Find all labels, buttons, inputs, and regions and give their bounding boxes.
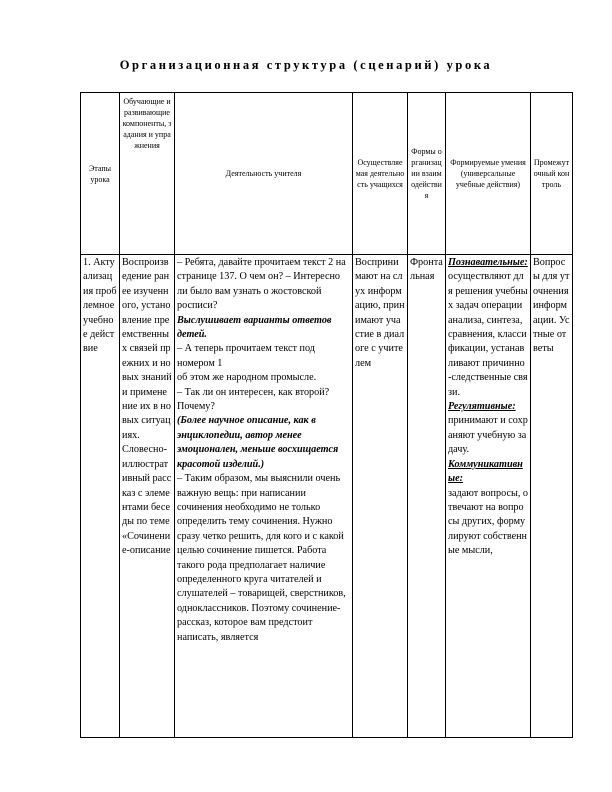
table-header-row (81, 93, 573, 255)
header-control: Промежуточный контроль (531, 93, 573, 255)
header-components: Обучающие и развивающие компоненты, задания и упражнения (120, 93, 175, 255)
cell-control: Вопросы для уточнения информации. Устные ответы (531, 255, 573, 738)
skills-text: осуществляют для решения учебных задач операции анализа, синтеза, сравнения, классификации, устанавливают причинно-следственные связи. (448, 271, 528, 398)
cell-skills (446, 255, 531, 738)
components-text-a: Воспроизведение ранее изученного, установление преемственных связей прежних и новых знаний и применение их в новых ситуациях. (122, 257, 172, 441)
teacher-text: – Таким образом, мы выяснили очень важную вещь: при написании сочинения необходимо не только определить тему сочинения. Нужно сразу четко решить, для кого и с какой целью сочинение пишется. Работа такого рода предполагает наличие определенного круга читателей и слушателей – товарищей, сверстников, одноклассников. Поэтому сочинение-рассказ, которое вам предстоит написать, является (177, 473, 346, 643)
header-skills: Формируемые умения (универсальные учебные действия) (446, 93, 531, 255)
header-stage: Этапы урока (81, 93, 120, 255)
teacher-text: – Так ли он интересен, как второй? Почему? (177, 386, 330, 413)
skills-text: принимают и сохраняют учебную задачу. (448, 415, 528, 456)
page-title: Организационная структура (сценарий) урока (119, 58, 493, 72)
table-row (81, 255, 573, 738)
cell-interaction-forms: Фронтальная (408, 255, 446, 738)
teacher-text: – А теперь прочитаем текст под номером 1 (177, 343, 315, 369)
teacher-text: Выслушивает варианты ответов детей. (177, 314, 332, 341)
header-student-activity: Осуществляемая деятельность учащихся (353, 93, 408, 255)
skills-text: задают вопросы, отвечают на вопросы других, формулируют собственные мысли, (448, 487, 529, 557)
header-teacher-activity: Деятельность учителя (175, 93, 353, 255)
cell-stage: 1. Актуализация проблемное учебное действие (81, 255, 120, 738)
cell-components (120, 255, 175, 738)
lesson-structure-table (80, 92, 573, 738)
components-text-b: Словесно-иллюстративный рассказ с элементами беседы по теме «Сочинение-описание (122, 444, 172, 557)
skills-text: Коммуникативные: (448, 458, 523, 485)
teacher-text: об этом же народном промысле. (177, 372, 317, 384)
teacher-text: – Ребята, давайте прочитаем текст 2 на странице 137. О чем он? – Интересно ли было вам узнать о жостовской росписи? (177, 257, 346, 312)
teacher-text: (Более научное описание, как в энциклопедии, автор менее эмоционален, меньше восхищается красотой изделий.) (177, 415, 339, 470)
header-interaction-forms: Формы организации взаимодействия (408, 93, 446, 255)
cell-teacher-activity (175, 255, 353, 738)
cell-student-activity: Воспринимают на слух информацию, принимают участие в диалоге с учителем (353, 255, 408, 738)
skills-text: Познавательные: (448, 257, 528, 268)
skills-text: Регулятивные: (448, 401, 516, 413)
